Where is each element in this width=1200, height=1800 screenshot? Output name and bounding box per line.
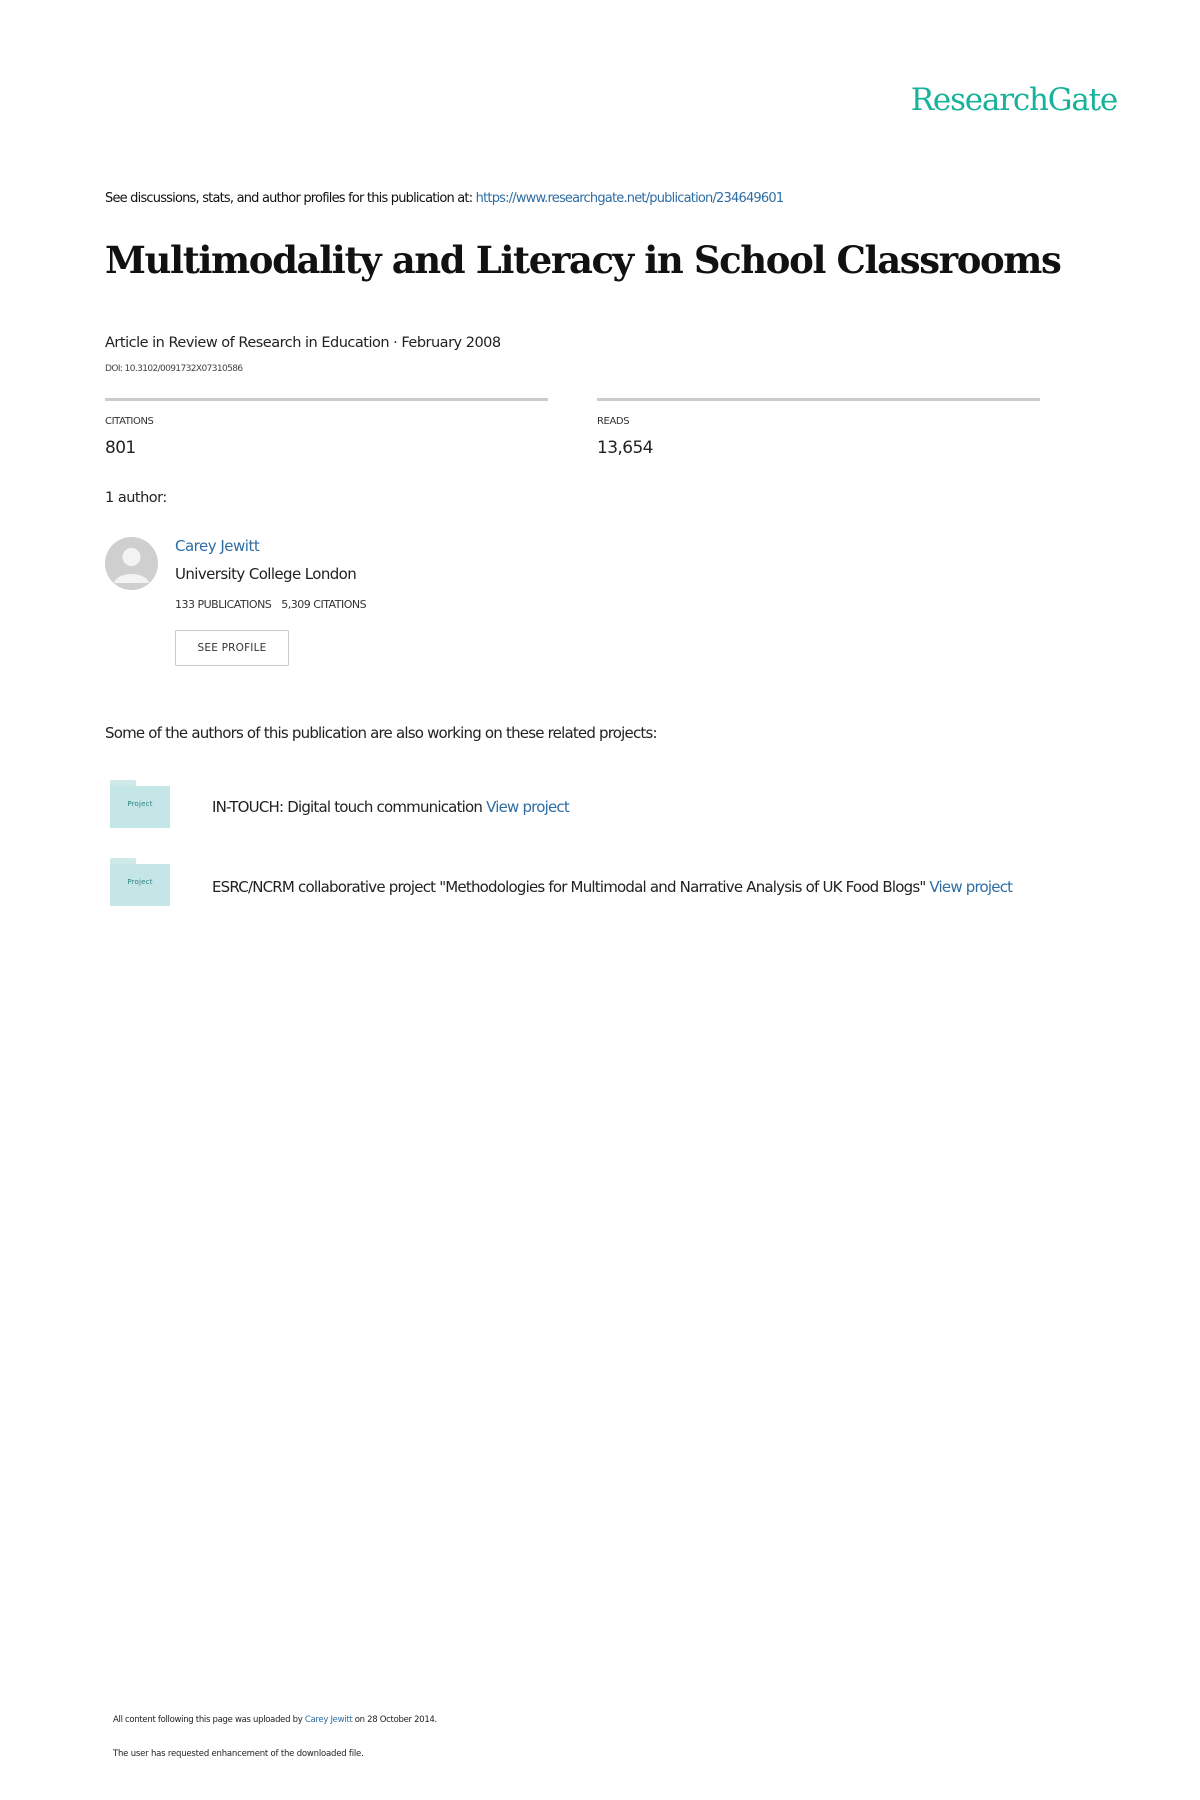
author-citations: 5,309 CITATIONS bbox=[281, 598, 367, 611]
citations-divider bbox=[105, 398, 548, 401]
citations-label: CITATIONS bbox=[105, 416, 154, 427]
see-profile-button[interactable]: SEE PROFILE bbox=[175, 630, 289, 666]
upload-suffix: on 28 October 2014. bbox=[352, 1715, 437, 1725]
reads-divider bbox=[597, 398, 1040, 401]
researchgate-logo[interactable]: ResearchGate bbox=[910, 82, 1117, 118]
discussion-prefix: See discussions, stats, and author profiles for this publication at: bbox=[105, 191, 476, 206]
journal-name: Review of Research in Education · February 2008 bbox=[168, 335, 501, 351]
author-publications: 133 PUBLICATIONS bbox=[175, 598, 272, 611]
reads-label: READS bbox=[597, 416, 630, 427]
project-folder-icon bbox=[110, 858, 170, 906]
project-item bbox=[212, 878, 1012, 896]
related-projects-intro: Some of the authors of this publication are also working on these related projects: bbox=[105, 724, 657, 742]
publication-url-link[interactable]: https://www.researchgate.net/publication/234649601 bbox=[475, 191, 784, 206]
publication-title: Multimodality and Literacy in School Classrooms bbox=[105, 238, 1061, 282]
upload-prefix: All content following this page was uploaded by bbox=[113, 1715, 305, 1725]
author-name-link[interactable]: Carey Jewitt bbox=[175, 537, 260, 555]
view-project-link[interactable]: View project bbox=[929, 878, 1013, 896]
view-project-link[interactable]: View project bbox=[486, 798, 569, 816]
article-info bbox=[105, 335, 501, 351]
author-institution: University College London bbox=[175, 565, 357, 583]
author-stats bbox=[175, 598, 366, 611]
project-folder-icon bbox=[110, 780, 170, 828]
enhancement-note: The user has requested enhancement of the downloaded file. bbox=[113, 1749, 364, 1759]
project-title: IN-TOUCH: Digital touch communication bbox=[212, 798, 487, 816]
uploader-link[interactable]: Carey Jewitt bbox=[304, 1715, 353, 1725]
project-item bbox=[212, 798, 569, 816]
discussion-line bbox=[105, 191, 783, 206]
upload-note bbox=[113, 1715, 437, 1725]
article-type: Article bbox=[105, 335, 149, 351]
project-icon-label: Project bbox=[127, 878, 153, 886]
citations-value: 801 bbox=[105, 438, 136, 458]
author-avatar-icon[interactable] bbox=[105, 537, 158, 590]
reads-value: 13,654 bbox=[597, 438, 653, 458]
in-label: in bbox=[152, 335, 165, 351]
author-count: 1 author: bbox=[105, 490, 167, 506]
project-title: ESRC/NCRM collaborative project "Methodologies for Multimodal and Narrative Analysis of UK Food Blogs" bbox=[212, 878, 930, 896]
doi-text: DOI: 10.3102/0091732X07310586 bbox=[105, 364, 243, 374]
project-icon-label: Project bbox=[127, 800, 153, 808]
